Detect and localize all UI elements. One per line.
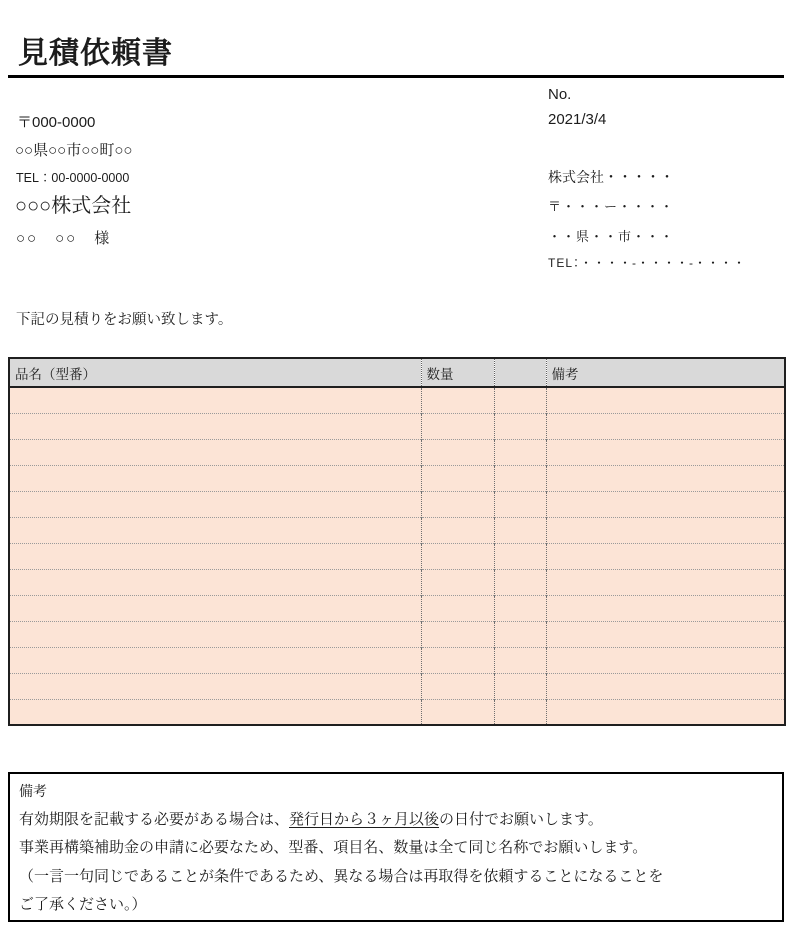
table-cell [421, 673, 494, 699]
table-cell [546, 543, 785, 569]
recipient-postal-code: 〒000-0000 [17, 114, 96, 131]
table-cell [9, 699, 421, 725]
remarks-title: 備考 [19, 783, 47, 799]
table-cell [9, 413, 421, 439]
table-cell [546, 673, 785, 699]
table-row [9, 621, 785, 647]
table-cell [546, 465, 785, 491]
table-row [9, 413, 785, 439]
title-divider [8, 75, 784, 78]
remarks-line1-underlined: 発行日から３ヶ月以後 [289, 810, 440, 828]
table-cell [494, 413, 546, 439]
column-header-blank [494, 358, 546, 387]
table-row [9, 699, 785, 725]
document-date: 2021/3/4 [548, 111, 607, 128]
table-cell [9, 673, 421, 699]
table-cell [494, 543, 546, 569]
remarks-line1-pre: 有効期限を記載する必要がある場合は、 [19, 810, 290, 828]
table-cell [9, 491, 421, 517]
table-row [9, 387, 785, 413]
table-cell [9, 465, 421, 491]
recipient-person-name: ○○ ○○ 様 [16, 230, 112, 247]
table-row [9, 673, 785, 699]
table-cell [9, 569, 421, 595]
table-row [9, 543, 785, 569]
item-table-header [9, 358, 785, 387]
page-title: 見積依頼書 [18, 37, 173, 70]
column-header-product-name: 品名（型番） [9, 358, 421, 387]
table-cell [494, 465, 546, 491]
recipient-company-name: ○○○株式会社 [15, 195, 132, 217]
table-cell [9, 621, 421, 647]
table-cell [494, 673, 546, 699]
table-cell [9, 543, 421, 569]
table-cell [9, 595, 421, 621]
table-cell [421, 543, 494, 569]
remarks-line-condition: （一言一句同じであることが条件であるため、異なる場合は再取得を依頼することになることを [19, 867, 664, 885]
table-cell [546, 595, 785, 621]
table-row [9, 517, 785, 543]
remarks-line-subsidy: 事業再構築補助金の申請に必要なため、型番、項目名、数量は全て同じ名称でお願いします。 [19, 839, 648, 856]
issuer-phone: TEL：・・・・-・・・・-・・・・ [548, 256, 747, 270]
table-cell [421, 491, 494, 517]
table-cell [494, 439, 546, 465]
table-cell [546, 413, 785, 439]
header-row [9, 358, 785, 387]
table-row [9, 491, 785, 517]
table-cell [546, 439, 785, 465]
table-cell [421, 699, 494, 725]
table-row [9, 439, 785, 465]
table-cell [421, 647, 494, 673]
table-cell [494, 647, 546, 673]
column-header-quantity: 数量 [421, 358, 494, 387]
item-table [8, 357, 786, 726]
table-cell [494, 621, 546, 647]
item-table-body [9, 387, 785, 725]
issuer-company-name: 株式会社・・・・・ [548, 169, 674, 185]
table-cell [421, 595, 494, 621]
table-row [9, 569, 785, 595]
table-cell [9, 647, 421, 673]
table-cell [546, 621, 785, 647]
table-cell [421, 569, 494, 595]
table-cell [421, 621, 494, 647]
table-cell [494, 595, 546, 621]
remarks-box [8, 772, 784, 922]
table-cell [494, 491, 546, 517]
remarks-line-closing: ご了承ください。） [19, 896, 147, 913]
table-cell [546, 647, 785, 673]
document-number-label: No. [548, 86, 572, 103]
table-cell [494, 569, 546, 595]
table-cell [546, 569, 785, 595]
table-cell [421, 517, 494, 543]
issuer-postal-code: 〒・・・ー・・・・ [548, 199, 675, 214]
issuer-address: ・・県・・市・・・ [548, 229, 675, 244]
table-cell [421, 439, 494, 465]
table-cell [9, 387, 421, 413]
table-row [9, 595, 785, 621]
table-cell [421, 465, 494, 491]
table-cell [546, 517, 785, 543]
table-cell [546, 699, 785, 725]
column-header-notes: 備考 [546, 358, 785, 387]
table-row [9, 647, 785, 673]
remarks-line-validity [19, 806, 773, 835]
table-cell [421, 413, 494, 439]
request-message: 下記の見積りをお願い致します。 [16, 312, 233, 328]
table-cell [546, 387, 785, 413]
recipient-phone: TEL：00-0000-0000 [16, 171, 130, 185]
table-cell [421, 387, 494, 413]
remarks-line1-post: の日付でお願いします。 [439, 810, 603, 828]
table-cell [9, 439, 421, 465]
table-cell [494, 517, 546, 543]
table-cell [546, 491, 785, 517]
table-cell [9, 517, 421, 543]
recipient-address: ○○県○○市○○町○○ [15, 142, 133, 159]
table-cell [494, 699, 546, 725]
table-row [9, 465, 785, 491]
table-cell [494, 387, 546, 413]
